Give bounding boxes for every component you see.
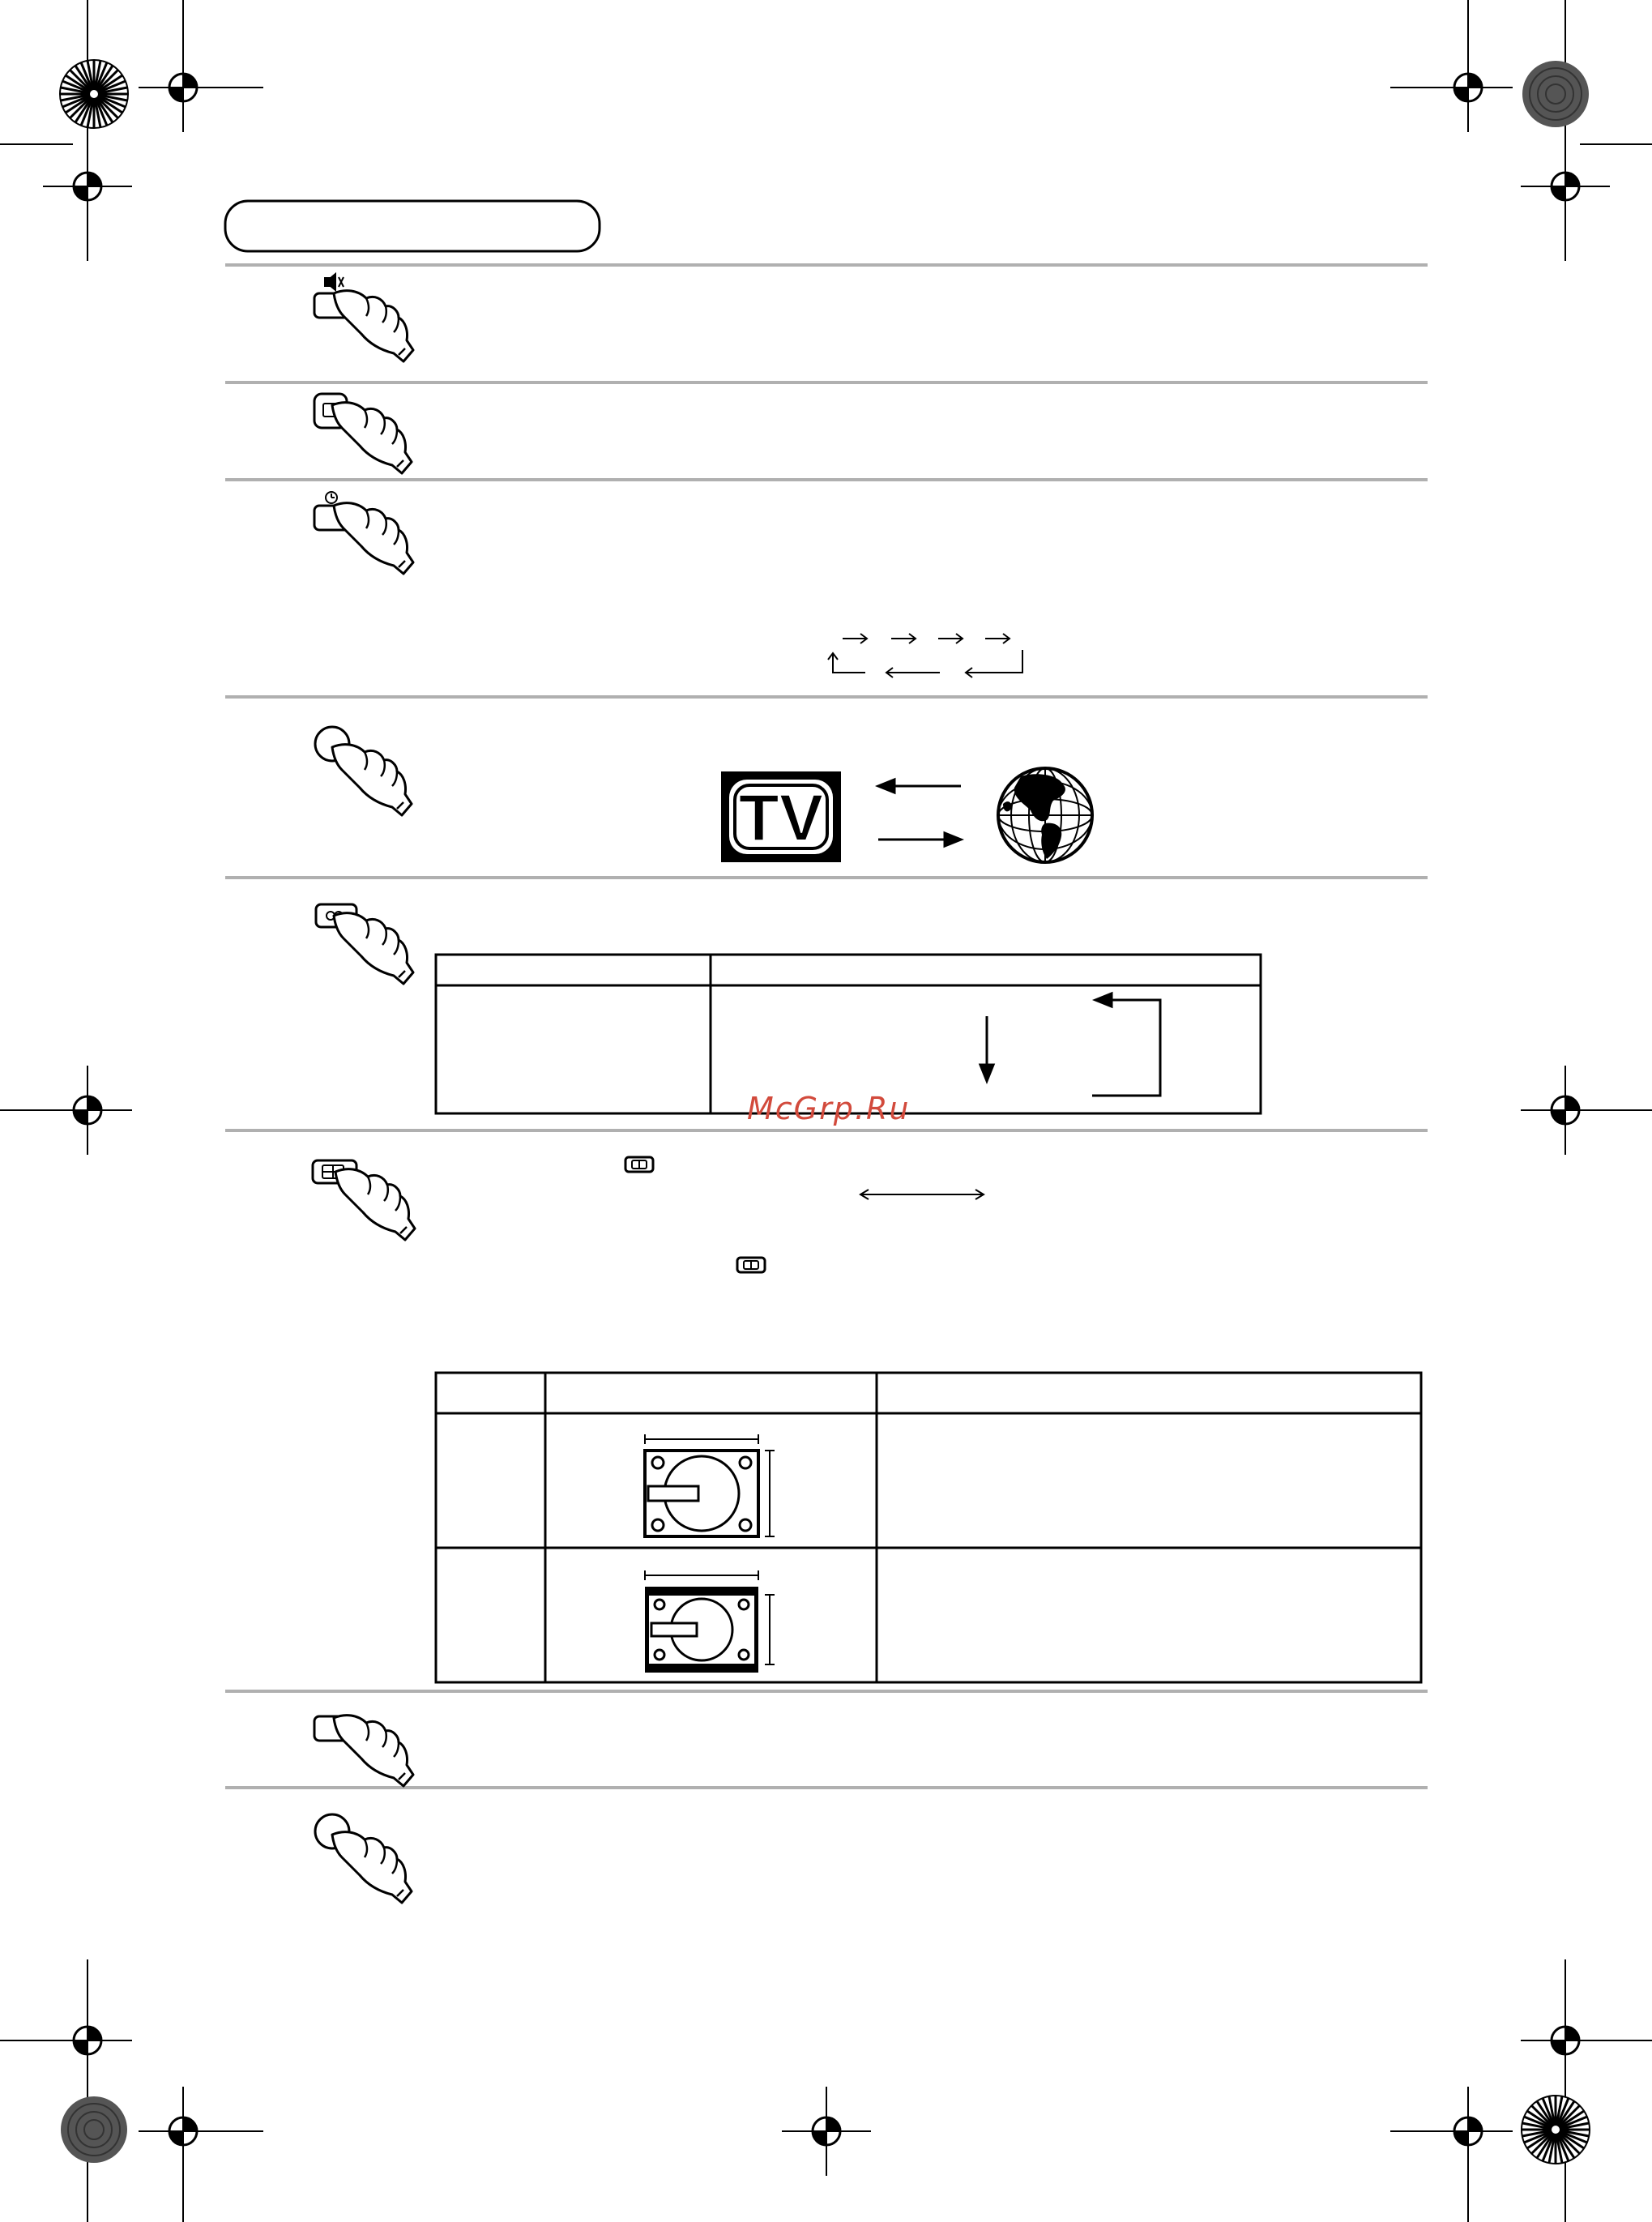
finger-press-icon	[335, 1169, 415, 1240]
mute-icon	[325, 274, 344, 290]
screen-format-icon	[737, 1258, 765, 1272]
dual-cycle-arrows	[980, 993, 1160, 1096]
globe-icon	[998, 768, 1092, 862]
finger-press-icon	[334, 291, 413, 361]
format-16-9-diagram	[645, 1570, 775, 1673]
sleep-timer-illustration	[314, 492, 413, 574]
format-toggle-arrow	[860, 1190, 984, 1199]
watermark: McGrp.Ru	[747, 1091, 911, 1126]
blank-button-illustration	[314, 1716, 413, 1786]
mode-switch-arrows	[878, 780, 961, 846]
dual-mode-table	[436, 955, 1261, 1113]
screen-format-table	[436, 1373, 1421, 1682]
round-button-illustration	[315, 1814, 412, 1903]
section-title-frame	[225, 201, 600, 251]
display-button-illustration	[314, 394, 412, 473]
finger-press-icon	[334, 1716, 413, 1786]
format-4-3-diagram	[645, 1434, 775, 1536]
finger-press-icon	[332, 745, 412, 815]
finger-press-icon	[332, 403, 412, 473]
finger-press-icon	[334, 503, 413, 574]
finger-press-icon	[332, 1832, 412, 1903]
dual-button-illustration	[316, 904, 413, 984]
section-dividers	[225, 265, 1428, 1788]
mute-button-illustration	[314, 274, 413, 361]
timer-cycle-diagram	[828, 634, 1022, 677]
timer-icon	[326, 492, 337, 503]
screen-format-icon	[625, 1157, 653, 1172]
tv-logo-text: TV	[738, 781, 824, 855]
screen-format-button-illustration	[313, 1160, 415, 1240]
tv-teletext-button-illustration	[315, 727, 412, 815]
finger-press-icon	[334, 913, 413, 984]
